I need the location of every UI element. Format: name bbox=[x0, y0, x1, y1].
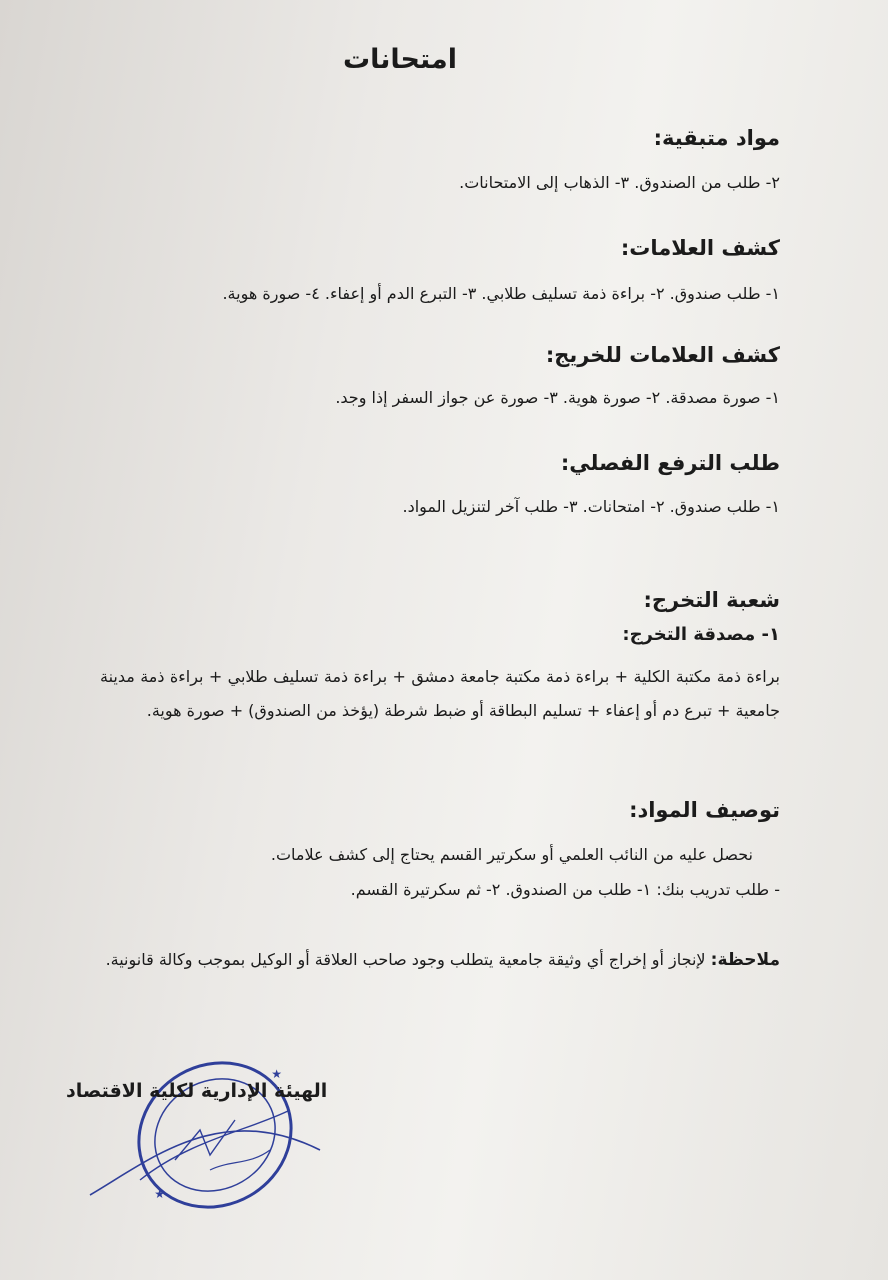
note-text: لإنجاز أو إخراج أي وثيقة جامعية يتطلب وجود صاحب العلاقة أو الوكيل بموجب وكالة قانونية. bbox=[105, 950, 706, 969]
section-heading-transcript: كشف العلامات: bbox=[620, 236, 780, 260]
signature: الهيئة الإدارية لكلية الاقتصاد bbox=[66, 1080, 328, 1102]
section-line-remaining-subjects: ٢- طلب من الصندوق. ٣- الذهاب إلى الامتحانات. bbox=[459, 173, 780, 192]
graduation-heading: شعبة التخرج: bbox=[643, 588, 780, 612]
official-stamp-icon bbox=[80, 1040, 340, 1230]
svg-text:★: ★ bbox=[271, 1067, 282, 1081]
section-heading-graduate-transcript: كشف العلامات للخريج: bbox=[545, 343, 780, 367]
section-line-transcript: ١- طلب صندوق. ٢- براءة ذمة تسليف طلابي. ٣- التبرع الدم أو إعفاء. ٤- صورة هوية. bbox=[222, 284, 780, 303]
graduation-paragraph: براءة ذمة مكتبة الكلية + براءة ذمة مكتبة جامعة دمشق + براءة ذمة تسليف طلابي + براءة ذمة مدينة جامعية + تبرع دم أو إعفاء + تسليم البطاقة أو ضبط شرطة (يؤخذ من الصندوق) + صورة هوية. bbox=[100, 667, 780, 720]
section-line-semester-promotion: ١- طلب صندوق. ٢- امتحانات. ٣- طلب آخر لتنزيل المواد. bbox=[402, 497, 780, 516]
note-label: ملاحظة: bbox=[710, 950, 780, 970]
course-description-heading: توصيف المواد: bbox=[629, 798, 780, 822]
section-line-graduate-transcript: ١- صورة مصدقة. ٢- صورة هوية. ٣- صورة عن جواز السفر إذا وجد. bbox=[335, 388, 780, 407]
page-title: امتحانات bbox=[343, 44, 457, 75]
graduation-subheading: ١- مصدقة التخرج: bbox=[622, 624, 780, 645]
svg-text:★: ★ bbox=[154, 1187, 165, 1201]
section-heading-remaining-subjects: مواد متبقية: bbox=[653, 126, 780, 150]
course-description-line-2: - طلب تدريب بنك: ١- طلب من الصندوق. ٢- ثم سكرتيرة القسم. bbox=[350, 880, 780, 899]
section-heading-semester-promotion: طلب الترفع الفصلي: bbox=[560, 451, 780, 475]
note bbox=[45, 942, 780, 978]
course-description-line-1: نحصل عليه من النائب العلمي أو سكرتير القسم يحتاج إلى كشف علامات. bbox=[270, 845, 753, 864]
